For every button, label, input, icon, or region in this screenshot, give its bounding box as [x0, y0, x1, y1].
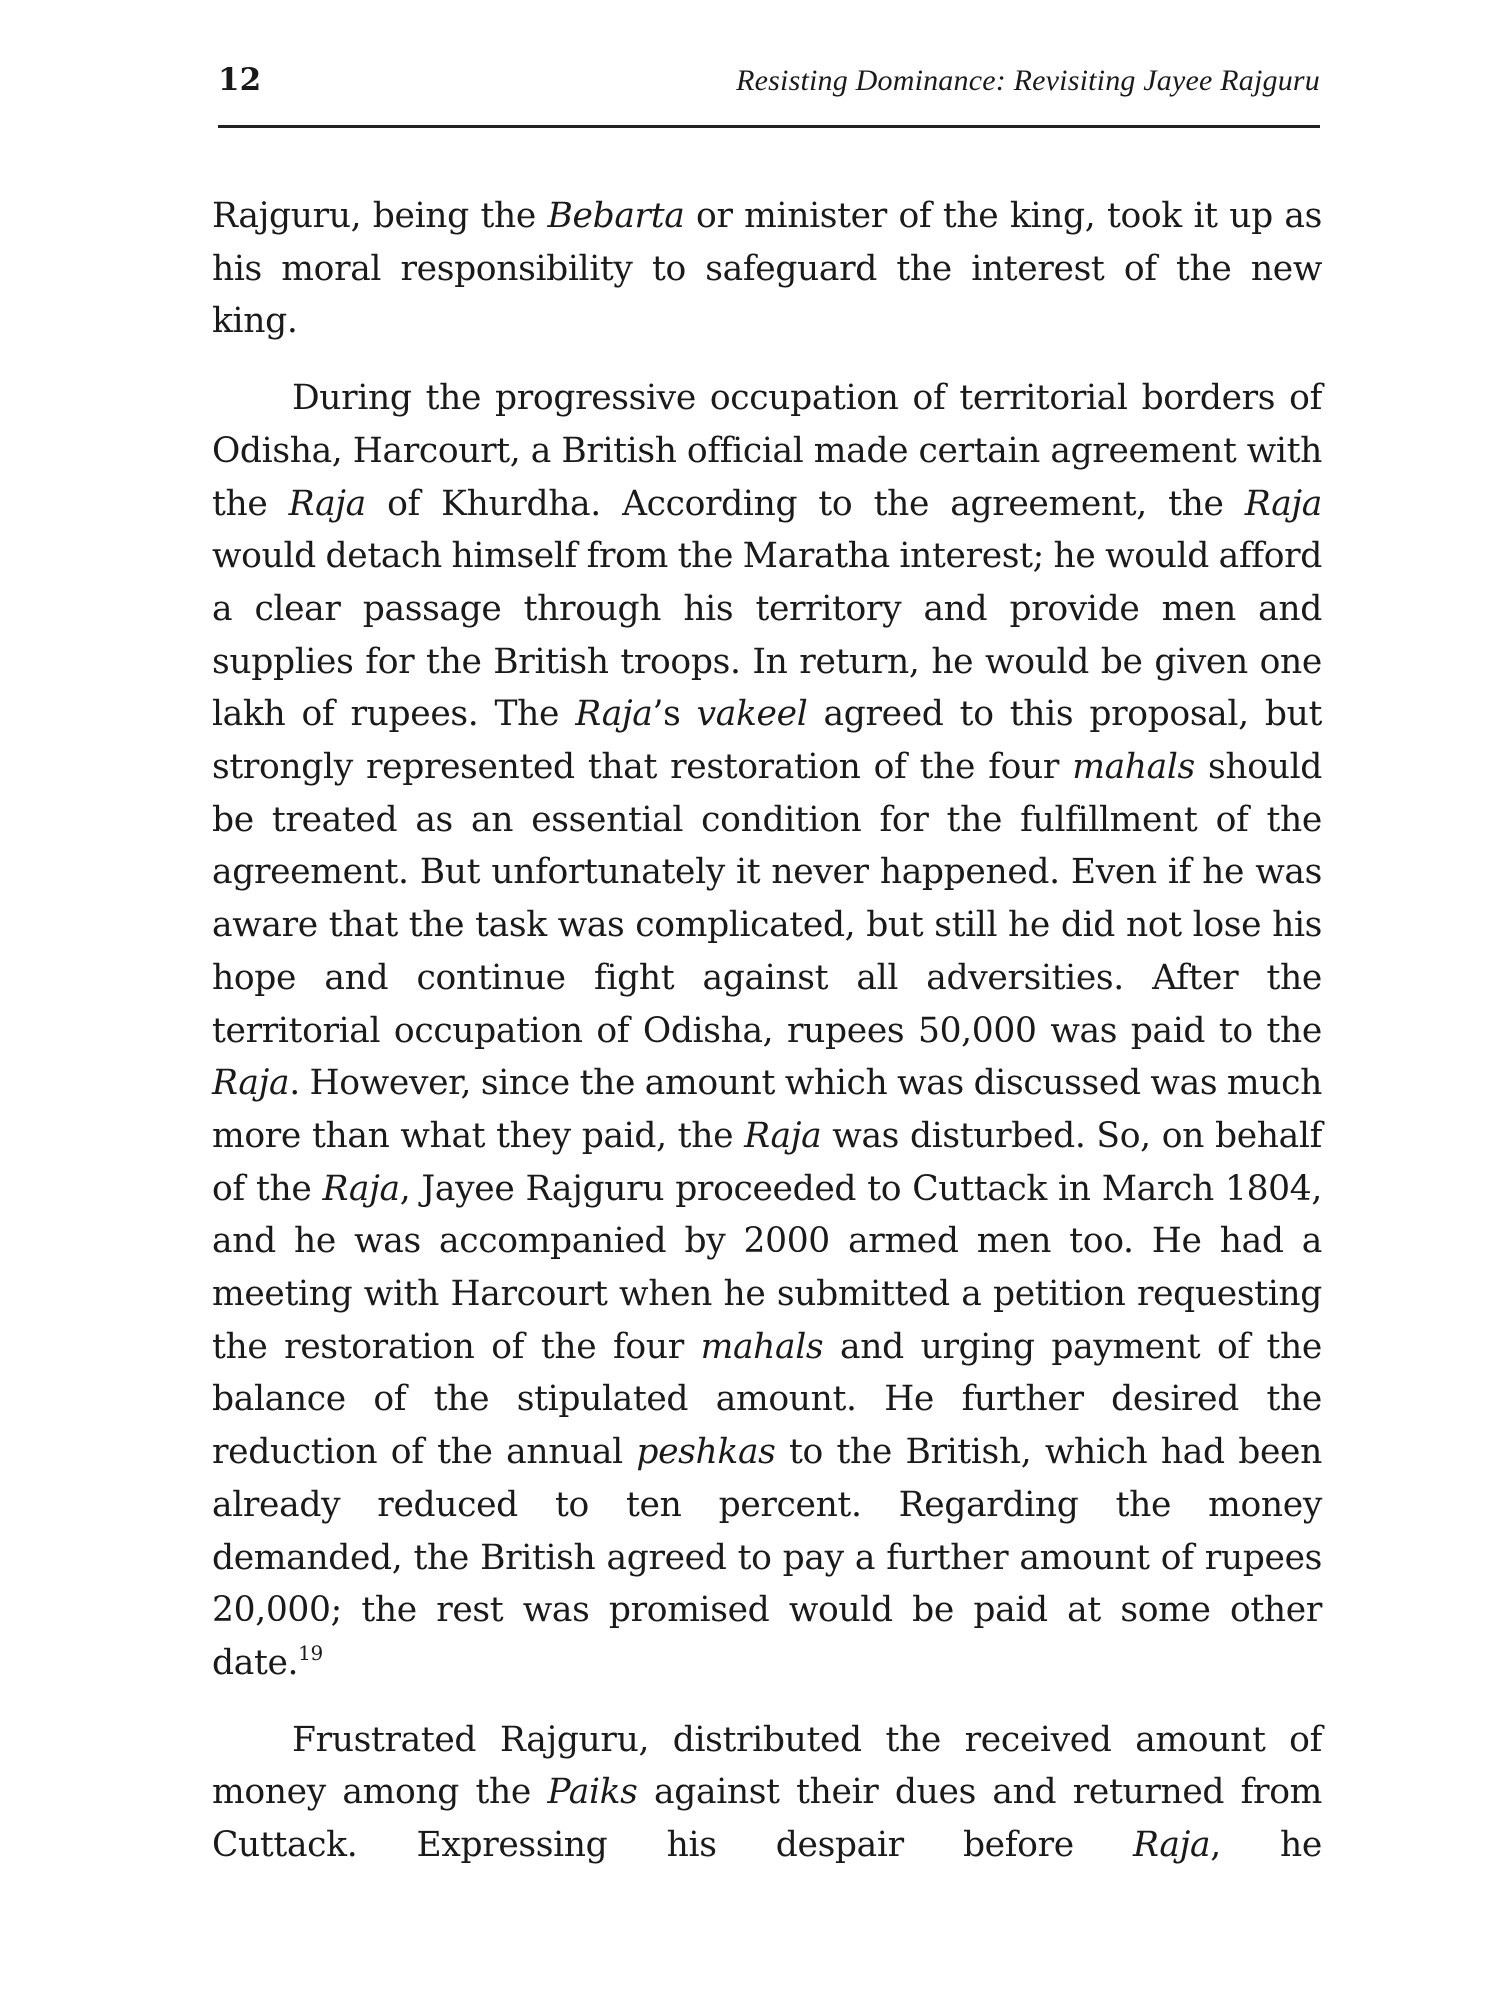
text-run: would detach himself from the Maratha interest; he would afford a clear passage through his territory and provide men and supplies for the British troops. In return, he would be given one lakh of rupees. The	[212, 536, 1322, 735]
text-run: . However, since the amount which was discussed was much more than what they paid, the	[212, 1063, 1322, 1156]
paragraph-3	[212, 1714, 1322, 1872]
text-run: and urging payment of the balance of the stipulated amount. He further desired the reduction of the annual	[212, 1326, 1322, 1473]
italic-term: mahals	[700, 1326, 824, 1367]
italic-term: Bebarta	[547, 196, 685, 236]
italic-term: vakeel	[696, 694, 808, 735]
italic-term: Raja	[1133, 1825, 1211, 1866]
page-number: 12	[218, 62, 262, 98]
italic-term: Raja	[322, 1168, 400, 1209]
header-rule	[218, 125, 1320, 128]
paragraph-1	[212, 190, 1322, 348]
footnote-marker: 19	[298, 1640, 323, 1665]
text-run: Rajguru, being the	[212, 196, 548, 236]
text-run: ’s	[652, 694, 697, 735]
body-text	[212, 190, 1322, 1896]
italic-term: Paiks	[547, 1772, 638, 1813]
running-title: Resisting Dominance: Revisiting Jayee Rajguru	[736, 64, 1320, 97]
text-run: should be treated as an essential condition for the fulfillment of the agreement. But unfortunately it never happened. Even if he was aware that the task was complicated, but still he did not lose his hope and continue fight against all adversities. After the territorial occupation of Odisha, rupees 50,000 was paid to the	[212, 747, 1322, 1051]
text-run: Frustrated Rajguru, distributed the received amount of money among the	[212, 1719, 1322, 1813]
text-run: against their dues and returned from Cuttack. Expressing his despair before	[212, 1772, 1322, 1866]
italic-term: Raja	[212, 1063, 290, 1104]
text-run: , Jayee Rajguru proceeded to Cuttack in March 1804, and he was accompanied by 2000 armed men too. He had a meeting with Harcourt when he submitted a petition requesting the restoration of the four	[212, 1168, 1323, 1367]
text-run: of Khurdha. According to the agreement, the	[365, 483, 1245, 524]
italic-term: Raja	[744, 1115, 822, 1156]
text-run: , he	[1210, 1825, 1322, 1866]
italic-term: Raja	[288, 483, 366, 524]
italic-term: Raja	[575, 694, 653, 735]
text-run: or minister of the king, took it up as his moral responsibility to safeguard the interest of the new king.	[212, 196, 1322, 342]
text-run: agreed to this proposal, but strongly represented that restoration of the four	[212, 694, 1322, 788]
page-header	[218, 62, 1320, 120]
italic-term: Raja	[1244, 483, 1322, 524]
text-run: to the British, which had been already reduced to ten percent. Regarding the money demanded, the British agreed to pay a further amount of rupees 20,000; the rest was promised would be paid at some other date.	[212, 1432, 1322, 1683]
text-run: was disturbed. So, on behalf of the	[212, 1115, 1322, 1209]
text-run: During the progressive occupation of territorial borders of Odisha, Harcourt, a British official made certain agreement with the	[212, 378, 1322, 524]
italic-term: peshkas	[636, 1432, 776, 1473]
italic-term: mahals	[1072, 747, 1195, 788]
paragraph-2	[212, 372, 1322, 1690]
